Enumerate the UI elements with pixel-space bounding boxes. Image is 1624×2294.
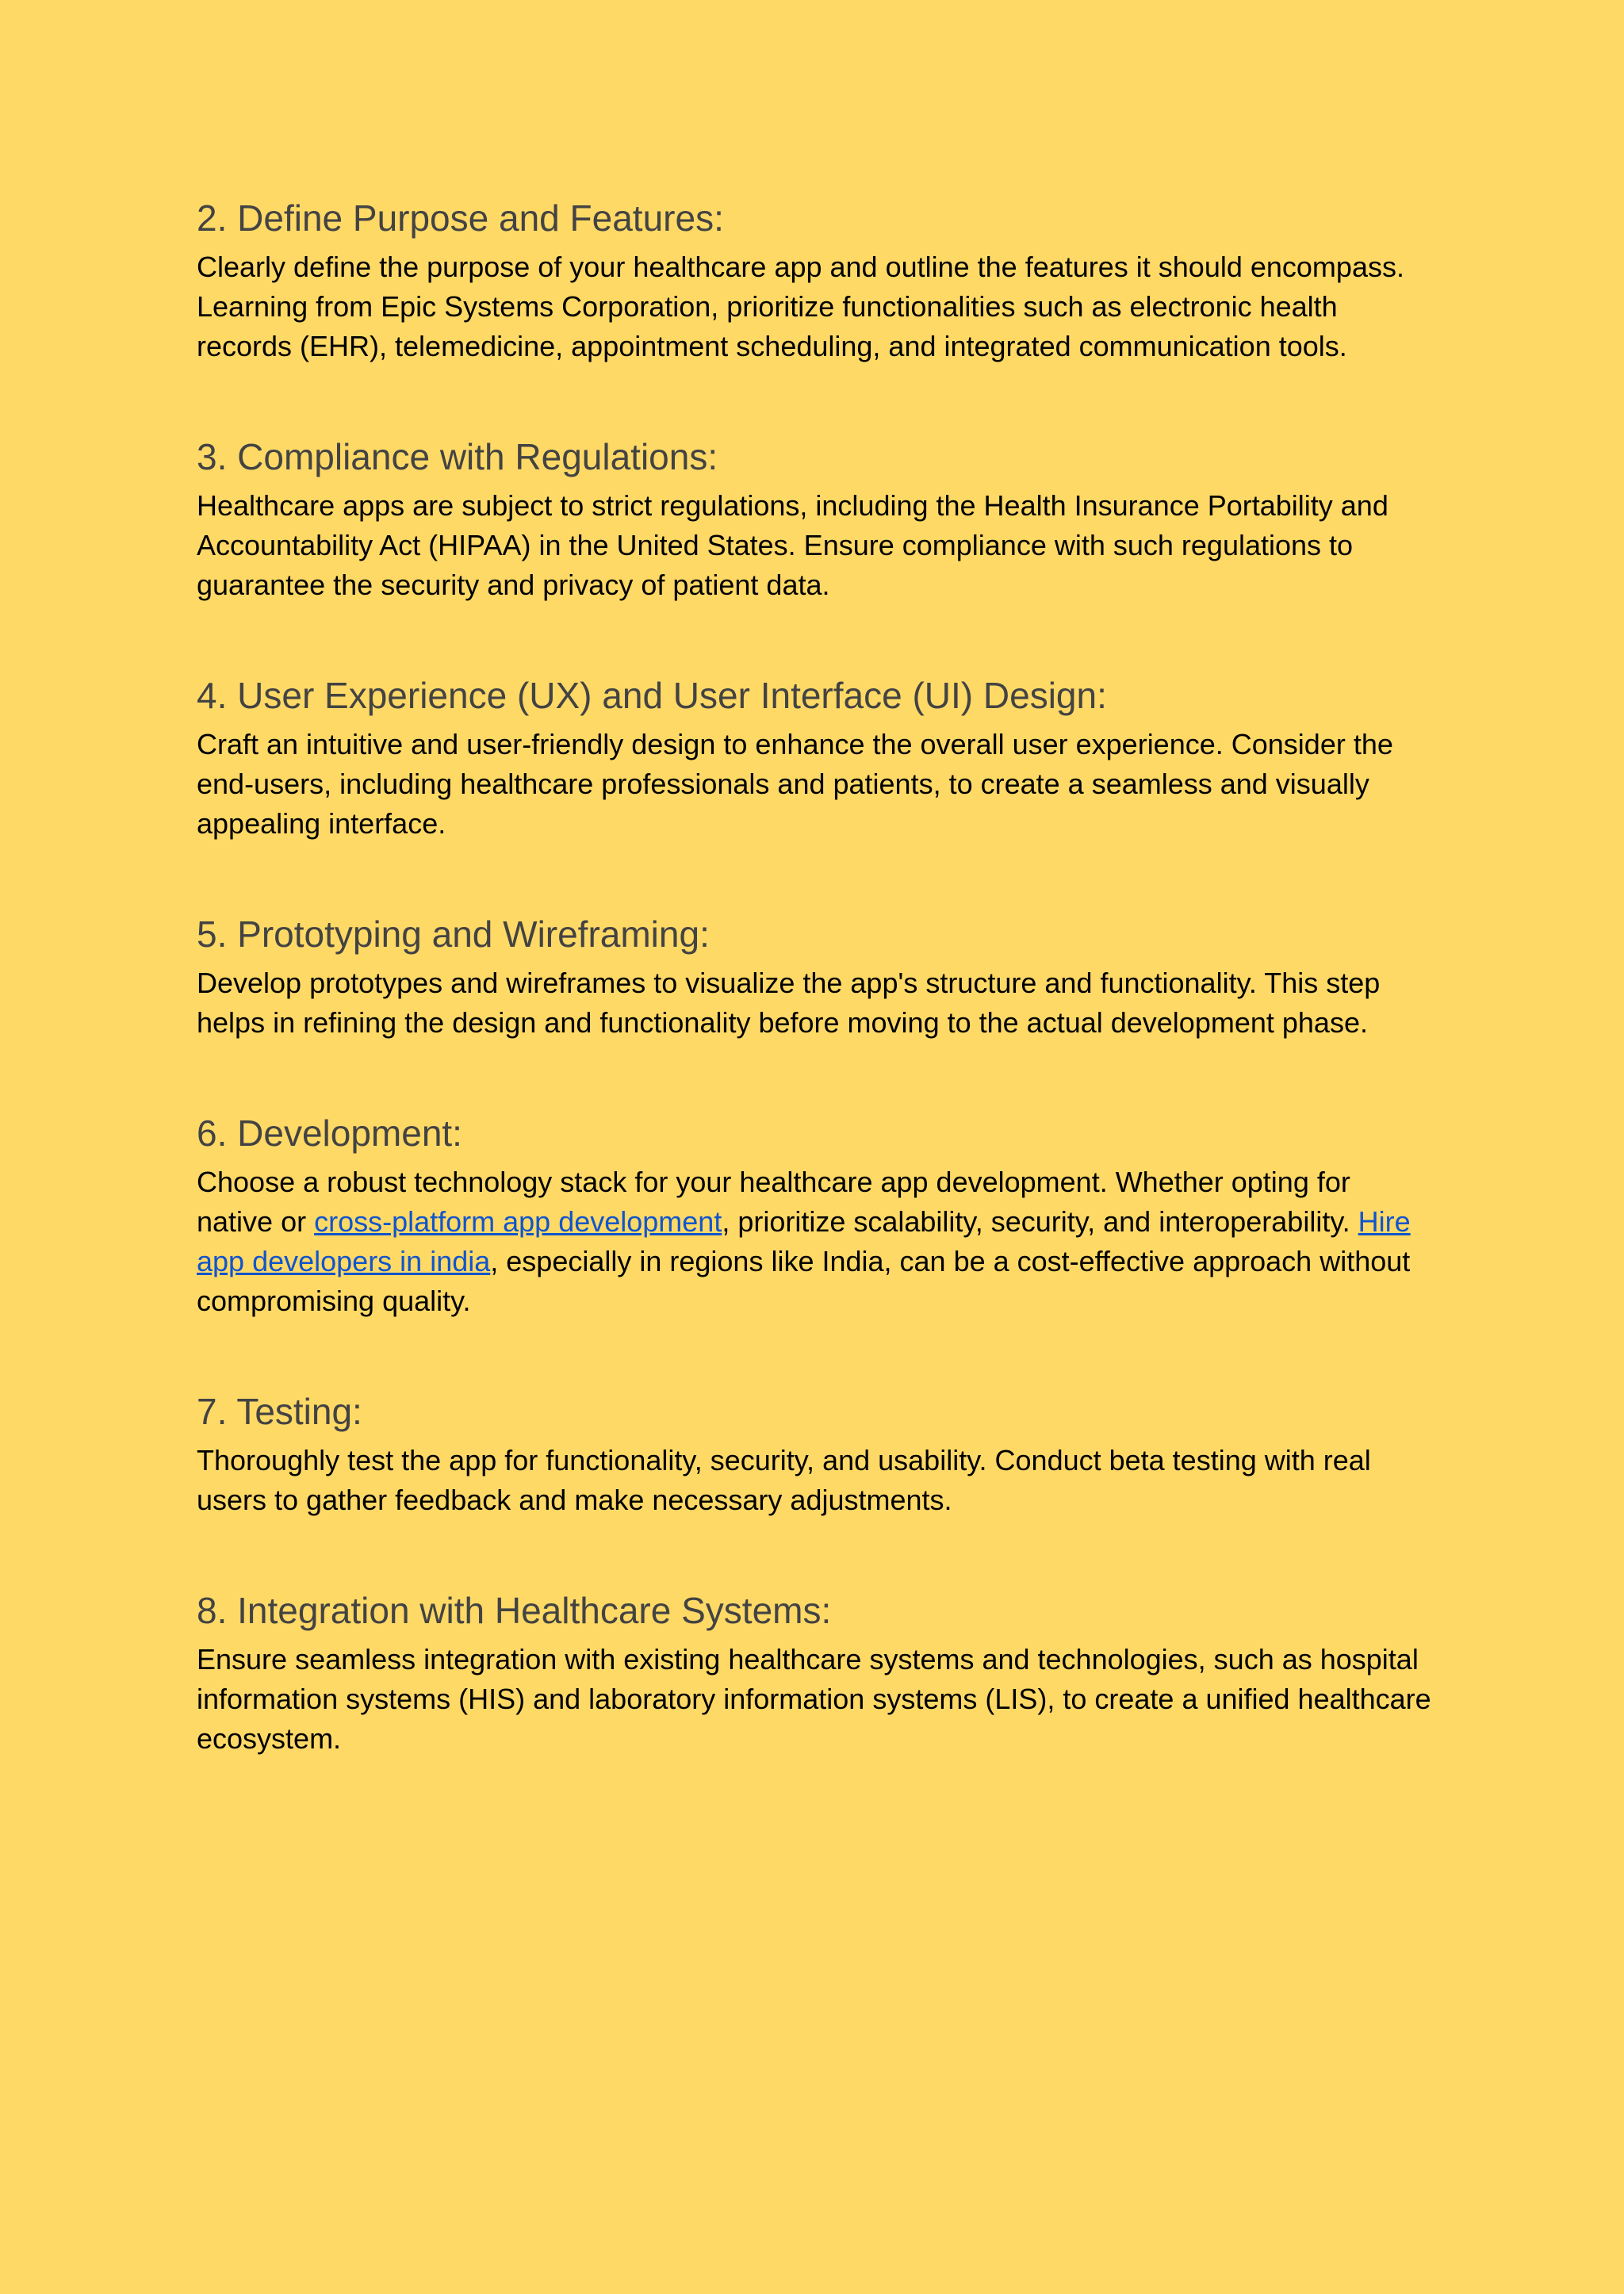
section-heading: 6. Development:: [197, 1113, 462, 1154]
section-integration: [197, 1586, 1434, 1759]
section-testing: [197, 1387, 1434, 1520]
document-page: [197, 193, 1434, 1759]
section-paragraph: Clearly define the purpose of your healthcare app and outline the features it should encompass. Learning from Epic Systems Corporation, prioritize functionalities such as electronic health records (EHR), telemedicine, appointment scheduling, and integrated communication tools.: [197, 251, 1404, 362]
section-heading: 5. Prototyping and Wireframing:: [197, 913, 710, 955]
paragraph-text: , especially in regions like India, can be a cost-effective approach without compromising quality.: [197, 1245, 1411, 1317]
section-compliance: [197, 432, 1434, 605]
section-heading: 2. Define Purpose and Features:: [197, 197, 724, 239]
section-heading: 4. User Experience (UX) and User Interface (UI) Design:: [197, 675, 1107, 716]
section-heading: 3. Compliance with Regulations:: [197, 436, 718, 477]
hire-app-developers-link[interactable]: Hire app developers in india: [197, 1205, 1411, 1277]
section-paragraph: Healthcare apps are subject to strict regulations, including the Health Insurance Portability and Accountability Act (HIPAA) in the United States. Ensure compliance with such regulations to guarantee the security and privacy of patient data.: [197, 489, 1388, 601]
section-paragraph: Thoroughly test the app for functionality, security, and usability. Conduct beta testing with real users to gather feedback and make necessary adjustments.: [197, 1444, 1371, 1516]
section-heading: 8. Integration with Healthcare Systems:: [197, 1590, 832, 1631]
section-prototyping: [197, 910, 1434, 1043]
paragraph-text: , prioritize scalability, security, and interoperability.: [722, 1205, 1358, 1238]
cross-platform-app-development-link[interactable]: cross-platform app development: [314, 1205, 722, 1238]
paragraph-text: Choose a robust technology stack for your healthcare app development. Whether opting for native or: [197, 1166, 1350, 1238]
section-heading: 7. Testing:: [197, 1391, 362, 1432]
section-paragraph: Craft an intuitive and user-friendly design to enhance the overall user experience. Consider the end-users, including healthcare professionals and patients, to create a seamless and visually appealing interface.: [197, 728, 1393, 840]
section-paragraph: [197, 1162, 1434, 1321]
section-paragraph: Develop prototypes and wireframes to visualize the app's structure and functionality. This step helps in refining the design and functionality before moving to the actual development phase.: [197, 967, 1381, 1039]
section-define-purpose: [197, 193, 1434, 366]
section-ux-ui-design: [197, 671, 1434, 844]
section-paragraph: Ensure seamless integration with existing healthcare systems and technologies, such as hospital information systems (HIS) and laboratory information systems (LIS), to create a unified healthcare ecosystem.: [197, 1643, 1431, 1755]
section-development: [197, 1109, 1434, 1321]
